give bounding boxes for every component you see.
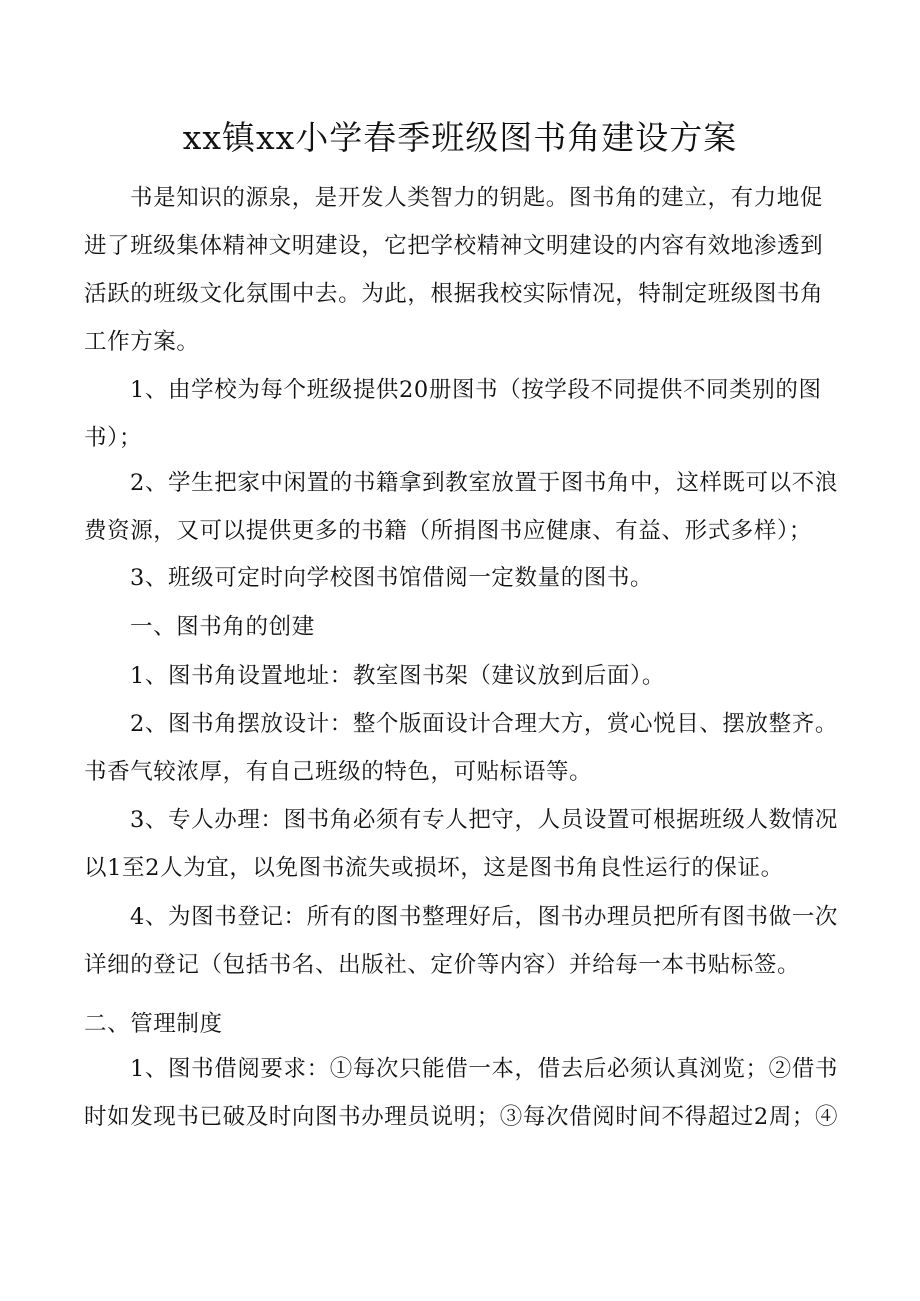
paragraph-item-3: 3、班级可定时向学校图书馆借阅一定数量的图书。 [130, 565, 654, 591]
paragraph-item-1: 1、由学校为每个班级提供20册图书（按学段不同提供不同类别的图书）； [84, 377, 822, 451]
paragraph-section2-item-1: 1、图书借阅要求：①每次只能借一本，借去后必须认真浏览；②借书时如发现书已破及时向图书办理员说明；③每次借阅时间不得超过2周；④ [84, 1056, 839, 1130]
document-title: xx镇xx小学春季班级图书角建设方案 [182, 118, 738, 157]
paragraph-section1-item-4: 4、为图书登记：所有的图书整理好后，图书办理员把所有图书做一次详细的登记（包括书名、出版社、定价等内容）并给每一本书贴标签。 [84, 904, 838, 978]
paragraph-section1-item-1: 1、图书角设置地址：教室图书架（建议放到后面）。 [130, 663, 665, 689]
paragraph-section1-item-2: 2、图书角摆放设计：整个版面设计合理大方，赏心悦目、摆放整齐。书香气较浓厚，有自己班级的特色，可贴标语等。 [84, 711, 838, 785]
section-heading-2: 二、管理制度 [84, 1011, 223, 1037]
paragraph-item-2: 2、学生把家中闲置的书籍拿到教室放置于图书角中，这样既可以不浪费资源，又可以提供更多的书籍（所捐图书应健康、有益、形式多样）； [84, 470, 838, 544]
section-heading-1: 一、图书角的创建 [130, 614, 315, 640]
paragraph-section1-item-3: 3、专人办理：图书角必须有专人把守，人员设置可根据班级人数情况以1至2人为宜，以免图书流失或损坏，这是图书角良性运行的保证。 [84, 807, 838, 881]
intro-paragraph: 书是知识的源泉，是开发人类智力的钥匙。图书角的建立，有力地促进了班级集体精神文明建设，它把学校精神文明建设的内容有效地渗透到活跃的班级文化氛围中去。为此，根据我校实际情况，特制定班级图书角工作方案。 [84, 185, 824, 355]
